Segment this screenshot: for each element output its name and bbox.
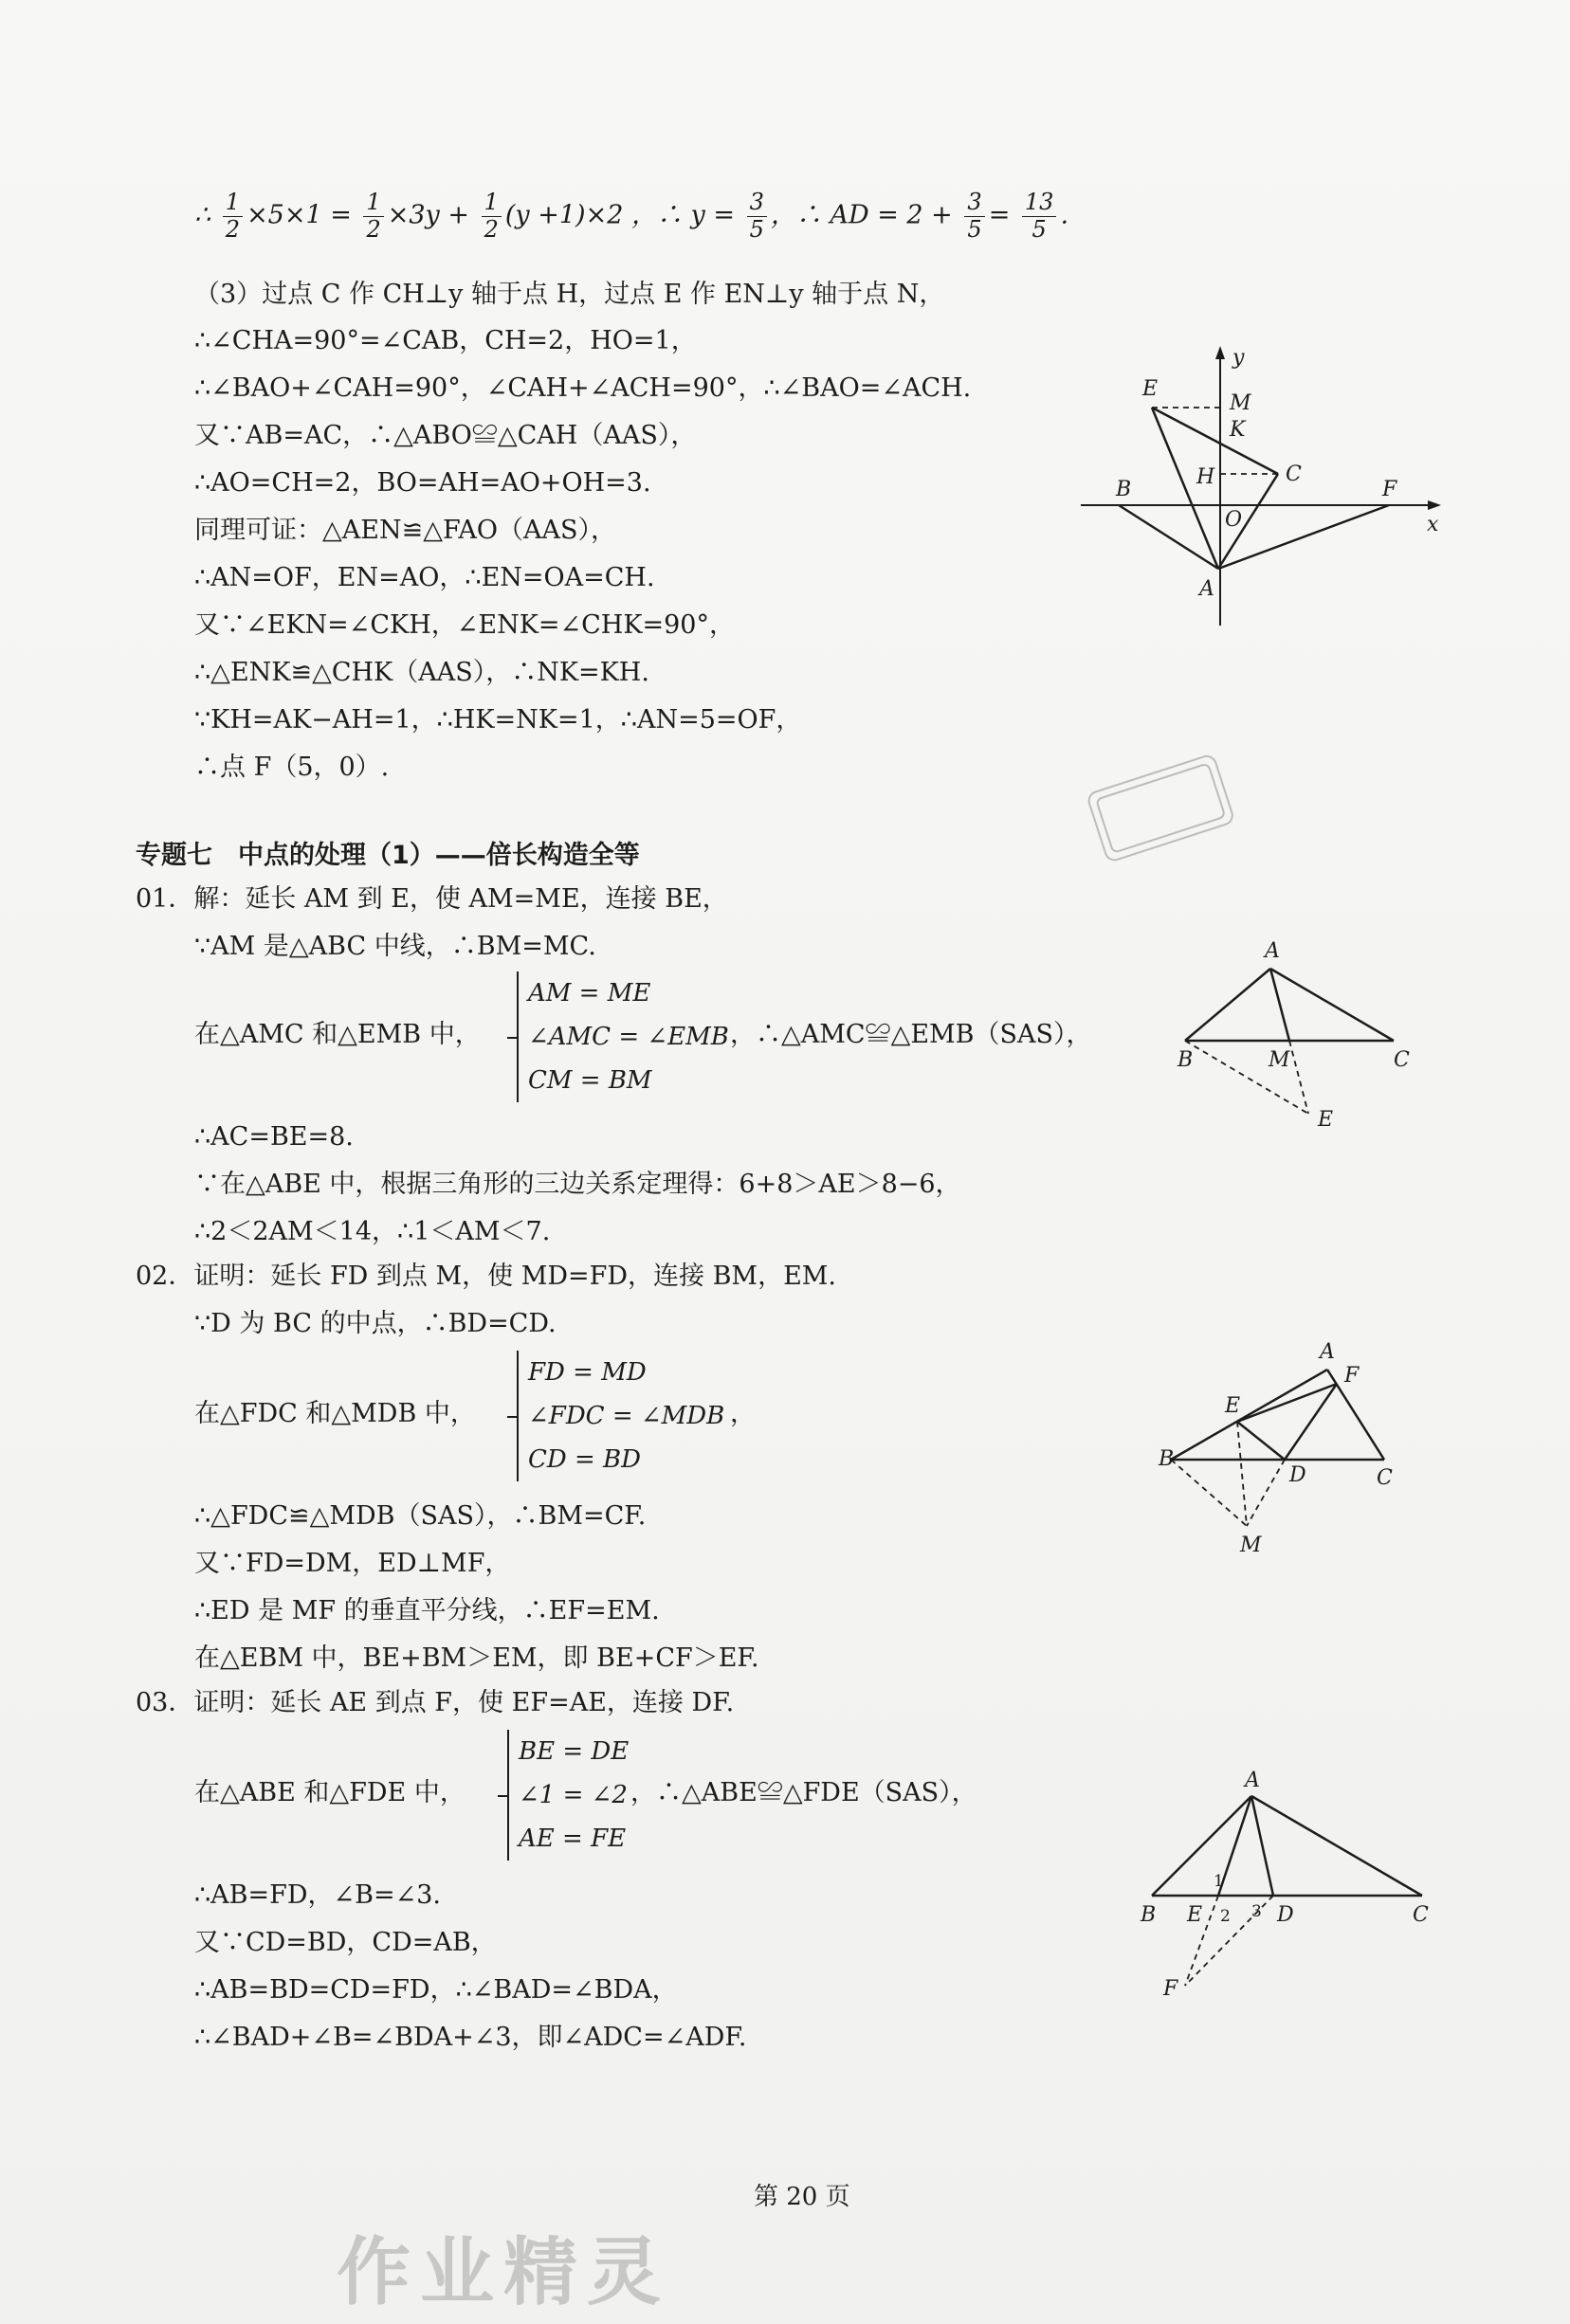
label-E: E: [1142, 377, 1159, 401]
label-A: A: [1265, 939, 1280, 963]
coordinate-figure: [1081, 341, 1460, 645]
text-line: ∵KH=AK−AH=1，∴HK=NK=1，∴AN=5=OF，: [194, 705, 802, 735]
text-line: ∴AB=BD=CD=FD，∴∠BAD=∠BDA，: [194, 1975, 678, 2005]
label-A: A: [1199, 577, 1214, 601]
label-2: 2: [1220, 1907, 1231, 1926]
text-line: ∵在△ABE 中，根据三角形的三边关系定理得：6+8＞AE＞8−6，: [194, 1170, 961, 1199]
text-line: ∴点 F（5，0）.: [194, 753, 390, 782]
triangle-figure-1: [1166, 934, 1432, 1142]
label-A: A: [1245, 1769, 1260, 1792]
label-C: C: [1413, 1903, 1429, 1927]
text-line: 又∵CD=BD，CD=AB，: [194, 1928, 497, 1957]
text-line: ∴AO=CH=2，BO=AH=AO+OH=3.: [194, 468, 651, 498]
equation-system: FD = MD ∠FDC = ∠MDB CD = BD: [517, 1351, 724, 1481]
label-F: F: [1163, 1977, 1178, 2001]
text-line: ∴△FDC≌△MDB（SAS），∴BM=CF.: [194, 1501, 647, 1531]
label-B: B: [1141, 1903, 1157, 1927]
triangle-figure-3: [1133, 1768, 1446, 2005]
label-1: 1: [1214, 1872, 1224, 1891]
text-line: ∵D 为 BC 的中点，∴BD=CD.: [194, 1309, 557, 1338]
text-line: ∵AM 是△ABC 中线，∴BM=MC.: [194, 932, 596, 961]
label-B: B: [1178, 1048, 1194, 1072]
label-F: F: [1382, 478, 1397, 501]
label-M: M: [1240, 1534, 1262, 1557]
text-line: ∴AB=FD，∠B=∠3.: [194, 1880, 441, 1910]
label-F: F: [1344, 1364, 1360, 1388]
text-line: 03．证明：延长 AE 到点 F，使 EF=AE，连接 DF.: [136, 1688, 735, 1717]
label-C: C: [1394, 1048, 1410, 1072]
label-H: H: [1196, 465, 1215, 489]
label-M: M: [1269, 1048, 1290, 1072]
label-x: x: [1427, 513, 1439, 536]
text-line: 在△FDC 和△MDB 中，: [194, 1399, 476, 1428]
label-D: D: [1277, 1903, 1294, 1927]
text-line: 又∵FD=DM，ED⊥MF，: [194, 1549, 511, 1578]
section-title: 专题七 中点的处理（1）——倍长构造全等: [136, 841, 640, 870]
watermark: 作业精灵: [337, 2230, 671, 2315]
text-line: 在△EBM 中，BE+BM＞EM，即 BE+CF＞EF.: [194, 1643, 759, 1673]
label-E: E: [1318, 1108, 1334, 1132]
label-y: y: [1232, 346, 1245, 370]
text-line: 同理可证：△AEN≌△FAO（AAS），: [194, 516, 616, 545]
text-line: 在△ABE 和△FDE 中，: [194, 1778, 466, 1807]
equation-line: ∴ $\frac{1}{2}$ ×5×1 = $\frac{1}{2}$ ×3y + $\frac{1}{2}$ (y +1)×2 ，∴ y = $\frac{3}{5}$ ，∴ AD = 2 + $\frac{3}{5}$ = $\frac{13}{5}$ .: [194, 189, 1069, 243]
text-line: 又∵∠EKN=∠CKH，∠ENK=∠CHK=90°，: [194, 610, 735, 640]
text-line: 在△AMC 和△EMB 中，: [194, 1020, 481, 1049]
text-line: ∴ED 是 MF 的垂直平分线，∴EF=EM.: [194, 1596, 660, 1625]
equation-system: AM = ME ∠AMC = ∠EMB CM = BM: [517, 971, 729, 1102]
text-line: 01．解：延长 AM 到 E，使 AM=ME，连接 BE，: [136, 884, 728, 914]
text-line: ∴∠CHA=90°=∠CAB，CH=2，HO=1，: [194, 326, 697, 355]
label-E: E: [1187, 1903, 1203, 1927]
label-C: C: [1286, 463, 1302, 486]
label-A: A: [1320, 1340, 1335, 1364]
text-line: ∴∠BAD+∠B=∠BDA+∠3，即∠ADC=∠ADF.: [194, 2023, 747, 2052]
label-B: B: [1116, 478, 1132, 501]
stamp-watermark: [1071, 749, 1251, 872]
text-line: ，∴△AMC≌△EMB（SAS），: [730, 1020, 1092, 1049]
text-line: ∴AC=BE=8.: [194, 1122, 354, 1152]
label-3: 3: [1251, 1902, 1262, 1921]
text-line: 02．证明：延长 FD 到点 M，使 MD=FD，连接 BM，EM.: [136, 1262, 837, 1291]
page-number: 第 20 页: [754, 2183, 850, 2211]
text-line: ∴△ENK≌△CHK（AAS），∴NK=KH.: [194, 658, 649, 687]
label-K: K: [1230, 418, 1246, 442]
label-E: E: [1225, 1394, 1241, 1418]
label-D: D: [1289, 1463, 1306, 1487]
equation-system: BE = DE ∠1 = ∠2 AE = FE: [507, 1730, 629, 1861]
label-O: O: [1225, 508, 1243, 532]
label-B: B: [1159, 1447, 1175, 1471]
text-line: ，∴△ABE≌△FDE（SAS），: [630, 1778, 977, 1807]
triangle-figure-2: [1147, 1332, 1432, 1564]
text-line: （3）过点 C 作 CH⊥y 轴于点 H，过点 E 作 EN⊥y 轴于点 N，: [194, 280, 945, 309]
label-C: C: [1377, 1466, 1393, 1490]
text-line: 又∵AB=AC，∴△ABO≌△CAH（AAS），: [194, 421, 697, 450]
text-line: ∴∠BAO+∠CAH=90°，∠CAH+∠ACH=90°，∴∠BAO=∠ACH.: [194, 373, 972, 403]
text-line: ，: [730, 1399, 756, 1428]
text-line: ∴2＜2AM＜14，∴1＜AM＜7.: [194, 1217, 551, 1246]
text-line: ∴AN=OF，EN=AO，∴EN=OA=CH.: [194, 563, 655, 592]
label-M: M: [1230, 391, 1251, 415]
